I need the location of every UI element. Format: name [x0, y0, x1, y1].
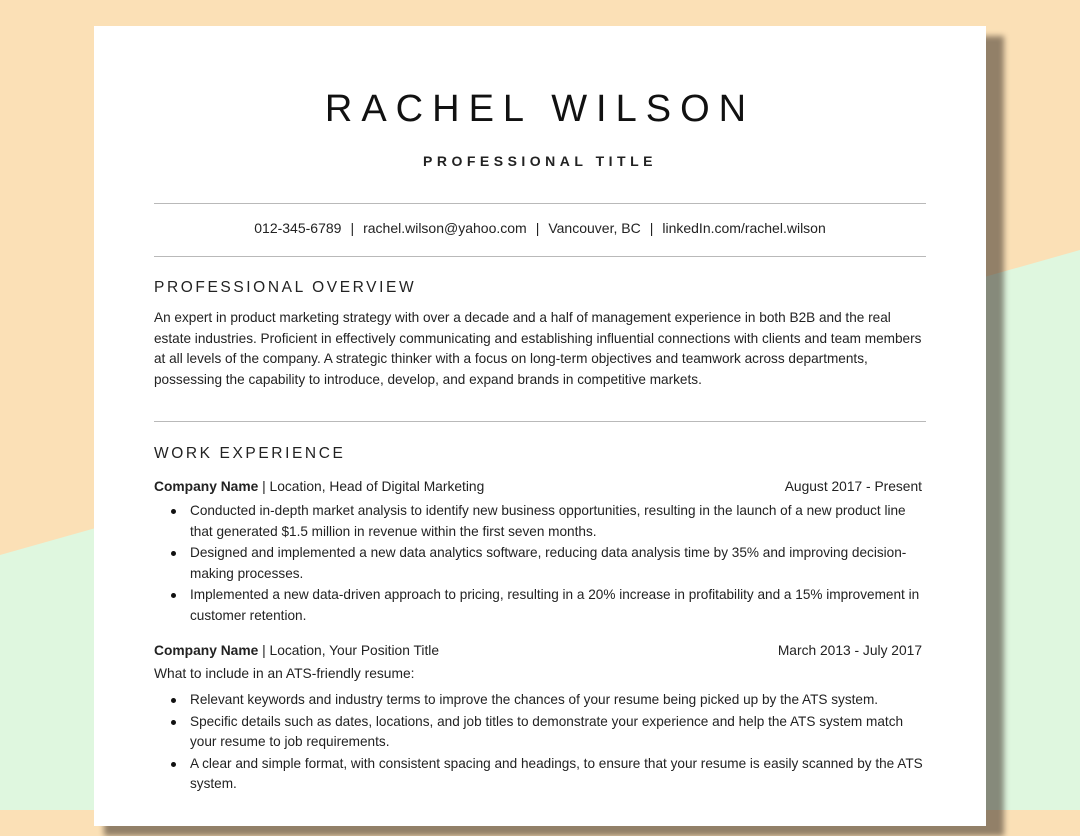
candidate-name: RACHEL WILSON	[324, 88, 756, 130]
overview-text: An expert in product marketing strategy with over a decade and a half of management experience in both B2B and the real estate industries. Proficient in effectively communicating and establishing influential connections with clients and team members at all levels of the company. A strategic thinker with a focus on long-term objectives and teamwork across departments, possessing the capability to introduce, develop, and expand brands in competitive markets.	[154, 310, 922, 387]
list-item: A clear and simple format, with consistent spacing and headings, to ensure that your resume is easily scanned by the ATS system.	[190, 754, 926, 795]
job-1-header	[154, 479, 922, 494]
list-item: Specific details such as dates, locations, and job titles to demonstrate your experience and help the ATS system match your resume to job requirements.	[190, 712, 926, 753]
job-1-details: | Location, Head of Digital Marketing	[258, 479, 485, 494]
contact-separator: |	[649, 220, 654, 236]
contact-email: rachel.wilson@yahoo.com	[363, 220, 527, 236]
contact-phone: 012-345-6789	[254, 220, 342, 236]
contact-linkedin: linkedIn.com/rachel.wilson	[662, 220, 826, 236]
resume-page	[94, 26, 986, 826]
overview-heading: PROFESSIONAL OVERVIEW	[154, 279, 417, 296]
job-2-details: | Location, Your Position Title	[258, 643, 440, 658]
job-2-dates: March 2013 - July 2017	[777, 643, 922, 658]
job-2-header	[154, 643, 922, 658]
contact-line	[154, 220, 926, 236]
job-1-company: Company Name	[154, 479, 259, 494]
list-item: Implemented a new data-driven approach to pricing, resulting in a 20% increase in profitability and a 15% improvement in customer retention.	[190, 585, 926, 626]
divider-contact	[154, 256, 926, 257]
job-2-bullets	[154, 690, 926, 796]
job-1-bullets	[154, 501, 926, 627]
contact-location: Vancouver, BC	[548, 220, 641, 236]
job-2-company: Company Name	[154, 643, 259, 658]
experience-heading: WORK EXPERIENCE	[154, 445, 346, 462]
professional-title: PROFESSIONAL TITLE	[423, 153, 657, 169]
job-2-intro: What to include in an ATS-friendly resume:	[154, 666, 415, 681]
contact-separator: |	[535, 220, 540, 236]
divider-top	[154, 203, 926, 204]
list-item: Designed and implemented a new data analytics software, reducing data analysis time by 35% and improving decision-making processes.	[190, 543, 926, 584]
list-item: Relevant keywords and industry terms to improve the chances of your resume being picked up by the ATS system.	[190, 690, 926, 711]
job-1-dates: August 2017 - Present	[784, 479, 922, 494]
divider-overview	[154, 421, 926, 422]
contact-separator: |	[350, 220, 355, 236]
list-item: Conducted in-depth market analysis to identify new business opportunities, resulting in the launch of a new product line that generated $1.5 million in revenue within the first seven months.	[190, 501, 926, 542]
